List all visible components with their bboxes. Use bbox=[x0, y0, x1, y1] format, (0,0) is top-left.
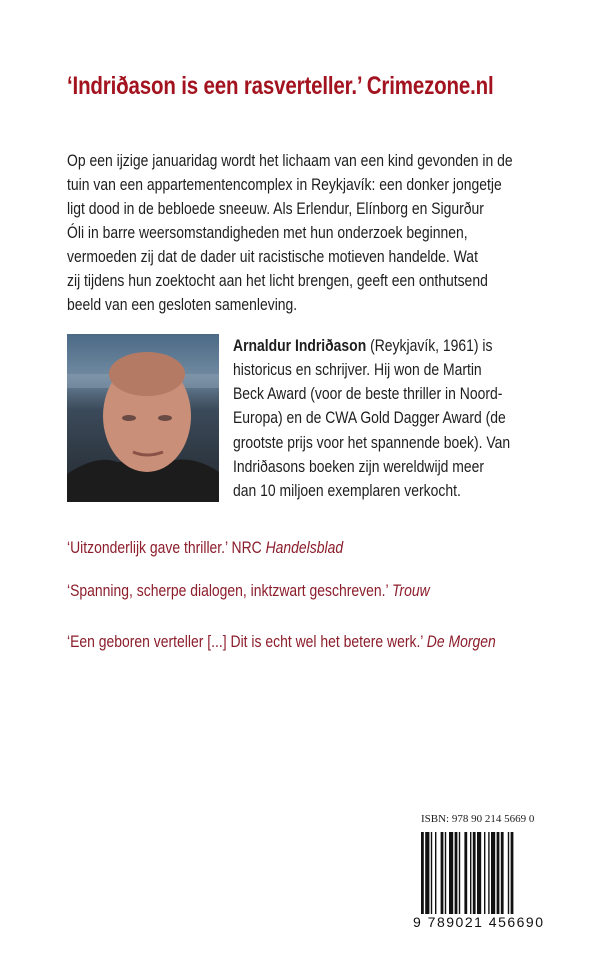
quote-source: Handelsblad bbox=[265, 538, 344, 557]
author-bio-line: dan 10 miljoen exemplaren verkocht. bbox=[233, 481, 461, 500]
barcode-bar bbox=[445, 832, 446, 918]
barcode-bar bbox=[464, 832, 467, 918]
author-photo bbox=[67, 334, 219, 502]
barcode-bar bbox=[484, 832, 485, 918]
barcode-bar bbox=[449, 832, 453, 918]
synopsis-line: Óli in barre weersomstandigheden met hun onderzoek beginnen, bbox=[67, 223, 468, 242]
barcode-bar bbox=[497, 832, 500, 918]
barcode-bar bbox=[459, 832, 460, 918]
barcode-bar bbox=[491, 832, 495, 918]
review-quote bbox=[67, 538, 343, 558]
barcode-bar bbox=[511, 832, 514, 918]
barcode-bar bbox=[473, 832, 476, 918]
barcode-bar bbox=[425, 832, 429, 918]
barcode-bar bbox=[455, 832, 458, 918]
review-quote bbox=[67, 632, 496, 652]
author-bio-line: historicus en schrijver. Hij won de Martin bbox=[233, 360, 482, 379]
quote-source: Trouw bbox=[391, 581, 430, 600]
synopsis-line: vermoeden zij dat de dader uit racistische motieven handelde. Wat bbox=[67, 247, 478, 266]
barcode-bar bbox=[435, 832, 436, 918]
author-bio-line: Beck Award (voor de beste thriller in Noord- bbox=[233, 384, 503, 403]
author-bio-line bbox=[233, 336, 493, 356]
headline-quote: ‘Indriðason is een rasverteller.’ Crimezone.nl bbox=[67, 72, 494, 100]
review-quote bbox=[67, 581, 430, 601]
author-birth: (Reykjavík, 1961) is bbox=[366, 336, 493, 355]
barcode-bar bbox=[488, 832, 489, 918]
barcode-bar bbox=[477, 832, 481, 918]
barcode-bar bbox=[508, 832, 509, 918]
barcode-bar bbox=[421, 832, 424, 918]
quote-source: De Morgen bbox=[426, 632, 496, 651]
barcode bbox=[421, 832, 535, 918]
synopsis-line: zij tijdens hun zoektocht aan het licht brengen, geeft een onthutsend bbox=[67, 271, 488, 290]
barcode-bar bbox=[441, 832, 444, 918]
quote-text: ‘Uitzonderlijk gave thriller.’ NRC bbox=[67, 538, 266, 557]
author-bio-line: Europa) en de CWA Gold Dagger Award (de bbox=[233, 408, 506, 427]
author-bio-line: grootste prijs voor het spannende boek). Van bbox=[233, 433, 511, 452]
synopsis-line: ligt dood in de bebloede sneeuw. Als Erlendur, Elínborg en Sigurður bbox=[67, 199, 484, 218]
synopsis-line: tuin van een appartementencomplex in Reykjavík: een donker jongetje bbox=[67, 175, 502, 194]
barcode-number: 9 789021 456690 bbox=[413, 914, 545, 930]
quote-text: ‘Spanning, scherpe dialogen, inktzwart geschreven.’ bbox=[67, 581, 392, 600]
barcode-bar bbox=[470, 832, 471, 918]
isbn-label: ISBN: 978 90 214 5669 0 bbox=[421, 813, 535, 825]
author-name: Arnaldur Indriðason bbox=[233, 336, 367, 355]
barcode-bar bbox=[431, 832, 432, 918]
synopsis-line: beeld van een gesloten samenleving. bbox=[67, 295, 298, 314]
barcode-bar bbox=[501, 832, 504, 918]
quote-text: ‘Een geboren verteller [...] Dit is echt wel het betere werk.’ bbox=[67, 632, 427, 651]
author-bio-line: Indriðasons boeken zijn wereldwijd meer bbox=[233, 457, 485, 476]
synopsis-line: Op een ijzige januaridag wordt het lichaam van een kind gevonden in de bbox=[67, 151, 513, 170]
